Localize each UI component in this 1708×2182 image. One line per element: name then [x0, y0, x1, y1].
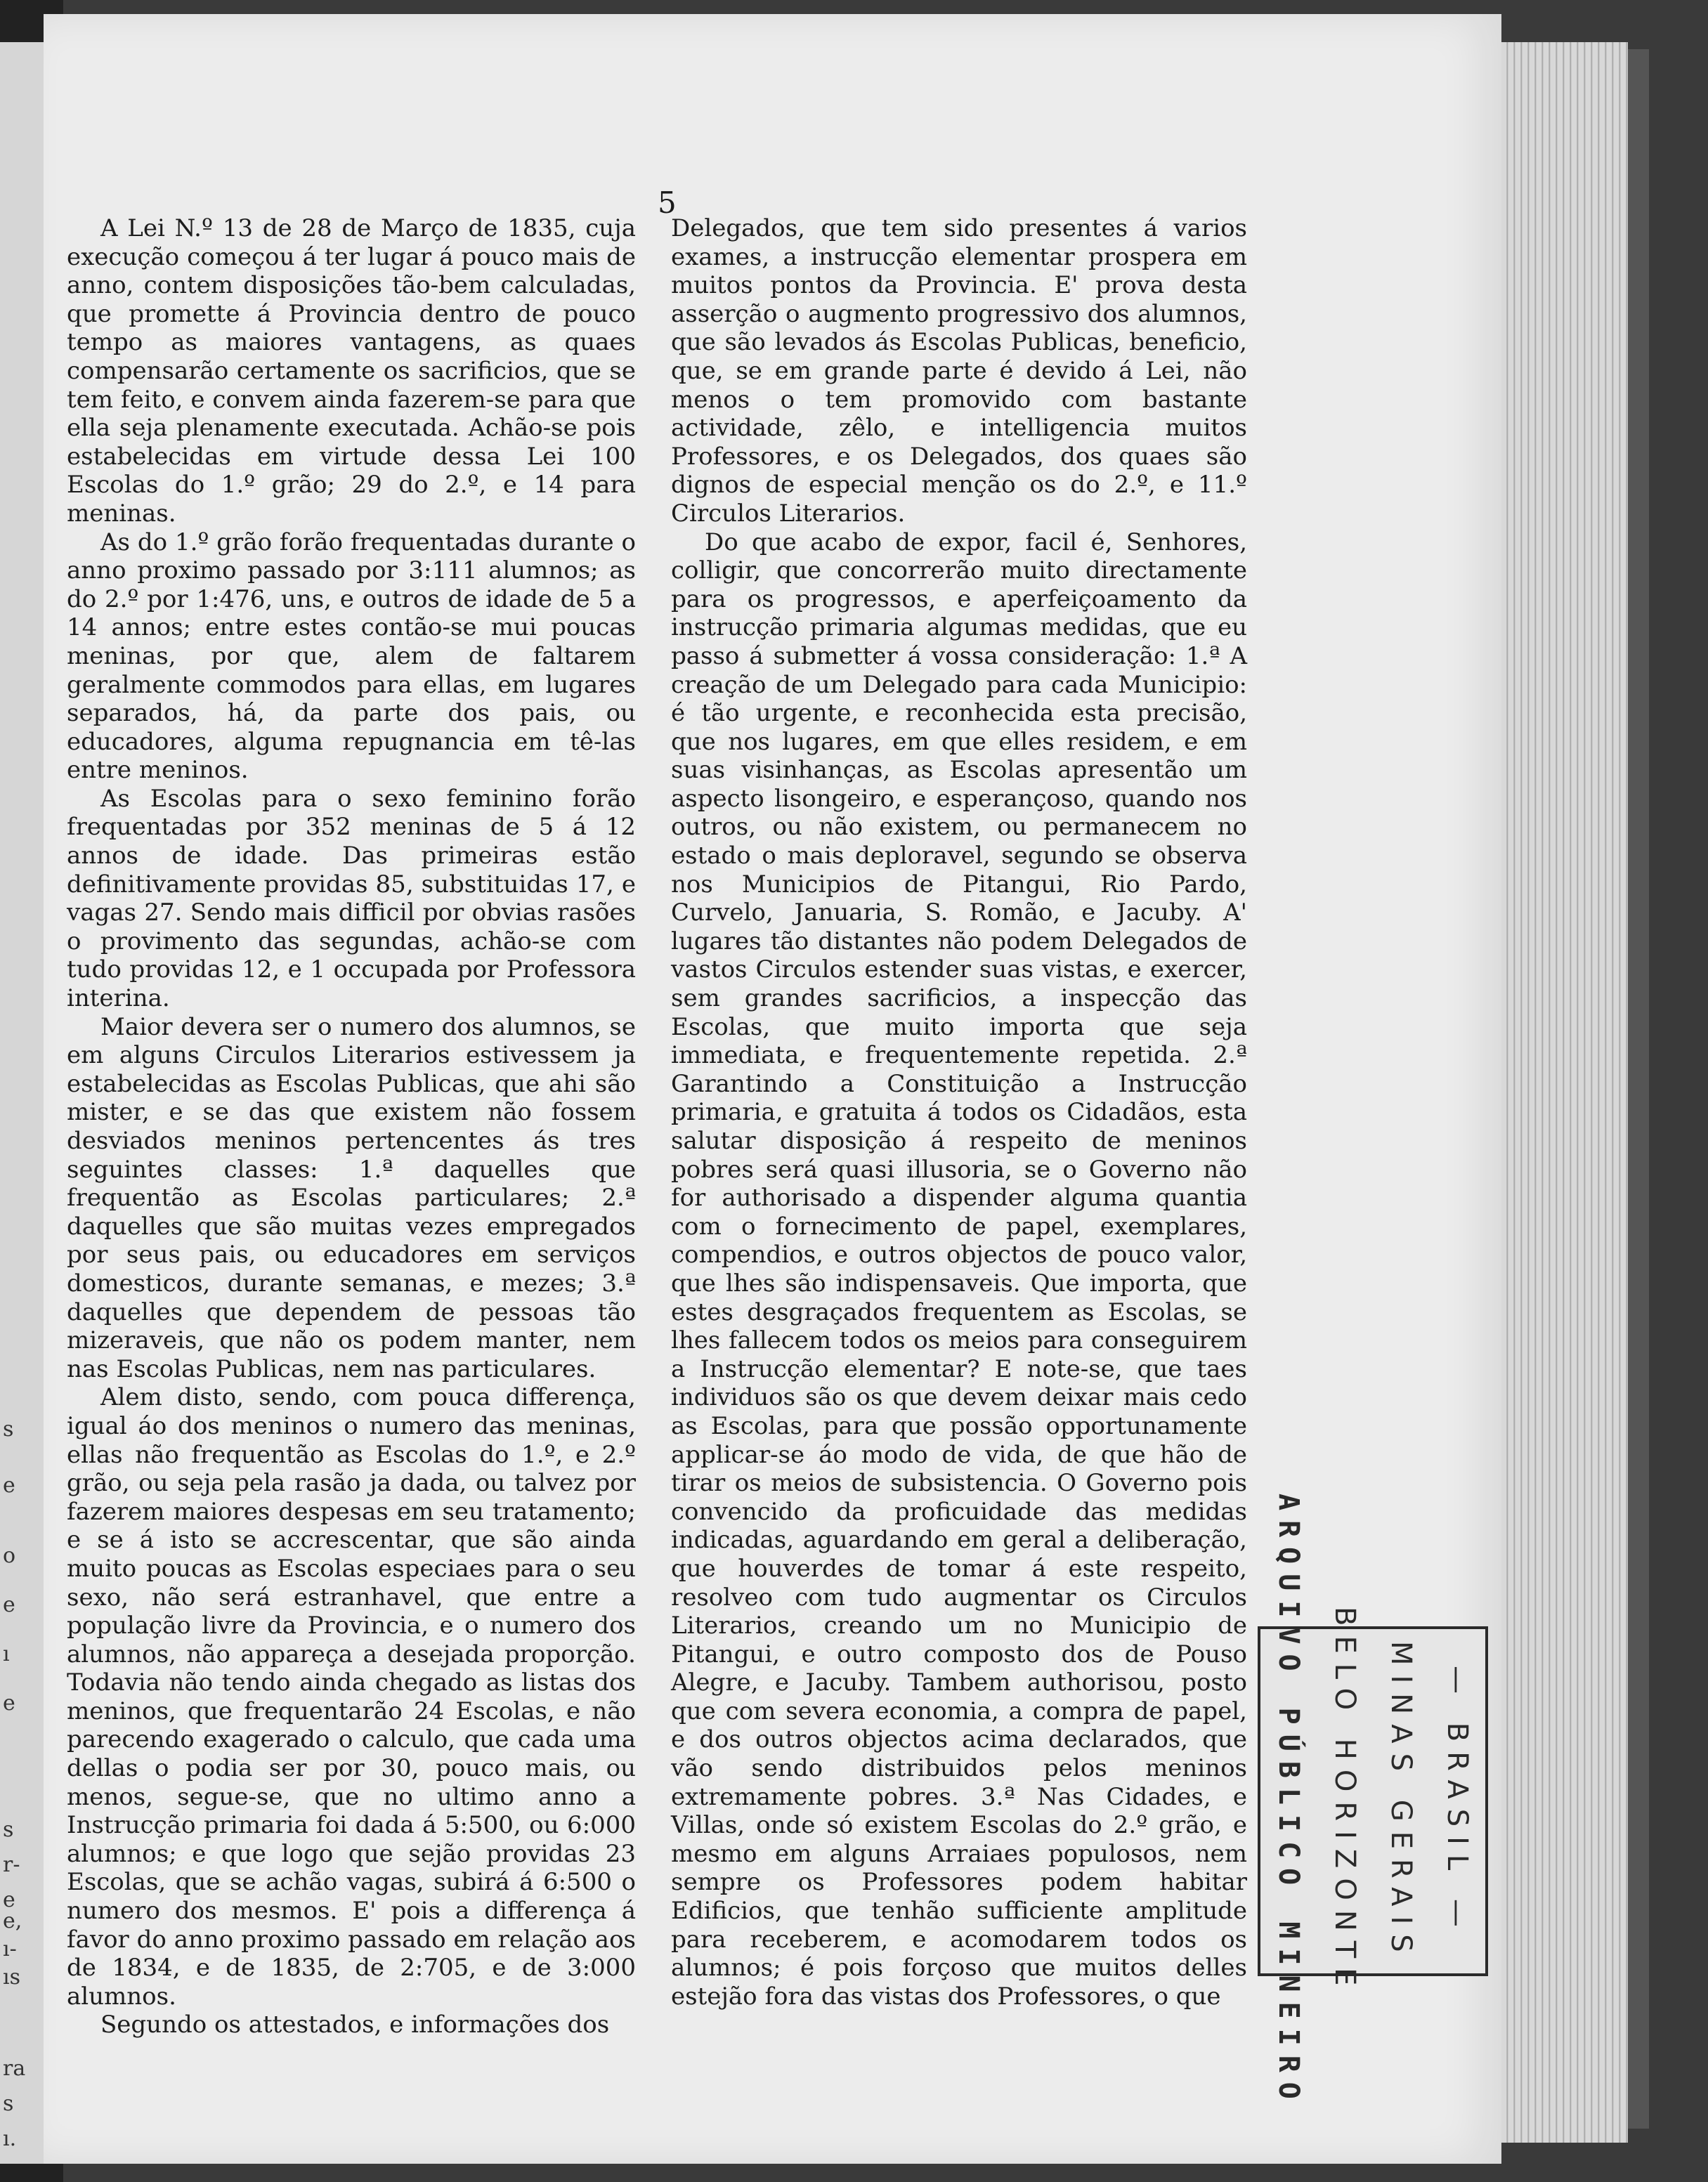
- left-text-column: [67, 214, 636, 2039]
- paragraph: Segundo os attestados, e informações dos: [100, 2011, 610, 2039]
- margin-letter: s: [3, 2091, 14, 2116]
- margin-letter: ra: [3, 2056, 26, 2081]
- stamp-city: BELO HORIZONTE: [1329, 1607, 1361, 1996]
- previous-page-edge: [0, 42, 44, 2164]
- margin-letter: e,: [3, 1909, 22, 1933]
- right-text-column: [671, 214, 1247, 2011]
- margin-letter: e: [3, 1691, 15, 1716]
- margin-letter: e: [3, 1888, 15, 1912]
- margin-letter: s: [3, 1817, 14, 1842]
- margin-letter: e: [3, 1473, 15, 1498]
- margin-letter: r-: [3, 1853, 20, 1877]
- archive-stamp: [1258, 1494, 1488, 2109]
- margin-letter: ı-: [3, 1937, 17, 1961]
- margin-letter: ı: [3, 1642, 10, 1666]
- page-number: 5: [658, 185, 677, 220]
- paragraph: Maior devera ser o numero dos alumnos, se em alguns Circulos Literarios estivessem ja estabelecidas as Escolas Publicas, que ahi são mister, e se das que existem não fossem desviados meninos pertencentes ás tres seguintes classes: 1.ª daquelles que frequentão as Escolas particulares; 2.ª daquelles que são muitas vezes empregados por seus pais, ou educadores em serviços domesticos, durante semanas, e mezes; 3.ª daquelles que dependem de pessoas tão mizeraveis, que não os podem manter, nem nas Escolas Publicas, nem nas particulares.: [67, 1012, 636, 1383]
- book-binding: [1628, 49, 1649, 2129]
- paragraph: Delegados, que tem sido presentes á varios exames, a instrucção elementar prospera em muitos pontos da Provincia. E' prova desta asserção o augmento progressivo dos alumnos, que são levados ás Escolas Publicas, beneficio, que, se em grande parte é devido á Lei, não menos o tem promovido com bastante actividade, zêlo, e intelligencia muitos Professores, e os Delegados, dos quaes são dignos de especial menção os do 2.º, e 11.º Circulos Literarios.: [671, 214, 1247, 528]
- margin-letter: ıs: [3, 1965, 20, 1990]
- stamp-country: — BRASIL —: [1441, 1666, 1473, 1937]
- margin-letter: s: [3, 1417, 14, 1442]
- paragraph: As Escolas para o sexo feminino forão frequentadas por 352 meninas de 5 á 12 annos de idade. Das primeiras estão definitivamente providas 85, substituidas 17, e vagas 27. Sendo mais difficil por obvias rasões o provimento das segundas, achão-se com tudo providas 12, e 1 occupada por Professora interina.: [67, 784, 636, 1013]
- stamp-state: MINAS GERAIS: [1385, 1640, 1417, 1962]
- paragraph: A Lei N.º 13 de 28 de Março de 1835, cuja execução começou á ter lugar á pouco mais de anno, contem disposições tão-bem calculadas, que promette á Provincia dentro de pouco tempo as maiores vantagens, as quaes compensarão certamente os sacrificios, que se tem feito, e convem ainda fazerem-se para que ella seja plenamente executada. Achão-se pois estabelecidas em virtude dessa Lei 100 Escolas do 1.º grão; 29 do 2.º, e 14 para meninas.: [67, 214, 636, 528]
- margin-letter: o: [3, 1543, 16, 1568]
- margin-letter: ı.: [3, 2127, 17, 2151]
- margin-letter: e: [3, 1593, 15, 1617]
- stamp-archive-name: ARQUIVO PÚBLICO MINEIRO: [1272, 1494, 1305, 2109]
- paragraph: Do que acabo de expor, facil é, Senhores, colligir, que concorrerão muito directamente para os progressos, e aperfeiçoamento da instrucção primaria algumas medidas, que eu passo á submetter á vossa consideração: 1.ª A creação de um Delegado para cada Municipio: é tão urgente, e reconhecida esta precisão, que nos lugares, em que elles residem, e em suas visinhanças, as Escolas apresentão um aspecto lisongeiro, e esperançoso, quando nos outros, ou não existem, ou permanecem no estado o mais deploravel, segundo se observa nos Municipios de Pitangui, Rio Pardo, Curvelo, Januaria, S. Romão, e Jacuby. A' lugares tão distantes não podem Delegados de vastos Circulos estender suas vistas, e exercer, sem grandes sacrificios, a inspecção das Escolas, que muito importa que seja immediata, e frequentemente repetida. 2.ª Garantindo a Constituição a Instrucção primaria, e gratuita á todos os Cidadãos, esta salutar disposição á respeito de meninos pobres será quasi illusoria, se o Governo não for authorisado a dispender alguma quantia com o fornecimento de papel, exemplares, compendios, e outros objectos de pouco valor, que lhes são indispensaveis. Que importa, que estes desgraçados frequentem as Escolas, se lhes fallecem todos os meios para conseguirem a Instrucção elementar? E note-se, que taes individuos são os que devem deixar mais cedo as Escolas, para que possão opportunamente applicar-se áo modo de vida, de que hão de tirar os meios de subsistencia. O Governo pois convencido da proficuidade das medidas indicadas, aguardando em geral a deliberação, que houverdes de tomar á este respeito, resolveo com tudo augmentar os Circulos Literarios, creando um no Municipio de Pitangui, e outro composto dos de Pouso Alegre, e Jacuby. Tambem authorisou, posto que com severa economia, a compra de papel, e dos outros objectos acima declarados, que vão sendo distribuidos pelos meninos extremamente pobres. 3.ª Nas Cidades, e Villas, onde só existem Escolas do 2.º grão, e mesmo em alguns Arraiaes populosos, nem sempre os Professores podem habitar Edificios, que tenhão sufficiente amplitude para receberem, e acomodarem todos os alumnos; é pois forçoso que muitos delles estejão fora das vistas dos Professores, o que: [671, 528, 1247, 2011]
- page-stack-edges: [1501, 42, 1628, 2143]
- paragraph: Alem disto, sendo, com pouca differença, igual áo dos meninos o numero das meninas, ellas não frequentão as Escolas do 1.º, e 2.º grão, ou seja pela rasão ja dada, ou talvez por fazerem maiores despesas em seu tratamento; e se á isto se accrescentar, que são ainda muito poucas as Escolas especiaes para o seu sexo, não será estranhavel, que entre a população livre da Provincia, e o numero dos alumnos, não appareça a desejada proporção. Todavia não tendo ainda chegado as listas dos meninos, que frequentarão 24 Escolas, e não parecendo exagerado o calculo, que cada uma dellas o podia ser por 30, pouco mais, ou menos, segue-se, que no ultimo anno a Instrucção primaria foi dada á 5:500, ou 6:000 alumnos; e que logo que sejão providas 23 Escolas, que se achão vagas, subirá á 6:500 o numero dos mesmos. E' pois a differença á favor do anno proximo passado em relação aos de 1834, e de 1835, de 2:705, e de 3:000 alumnos.: [67, 1383, 636, 2011]
- paragraph: As do 1.º grão forão frequentadas durante o anno proximo passado por 3:111 alumnos; as do 2.º por 1:476, uns, e outros de idade de 5 a 14 annos; entre estes contão-se mui poucas meninas, por que, alem de faltarem geralmente commodos para ellas, em lugares separados, há, da parte dos pais, ou educadores, alguma repugnancia em tê-las entre meninos.: [67, 528, 636, 785]
